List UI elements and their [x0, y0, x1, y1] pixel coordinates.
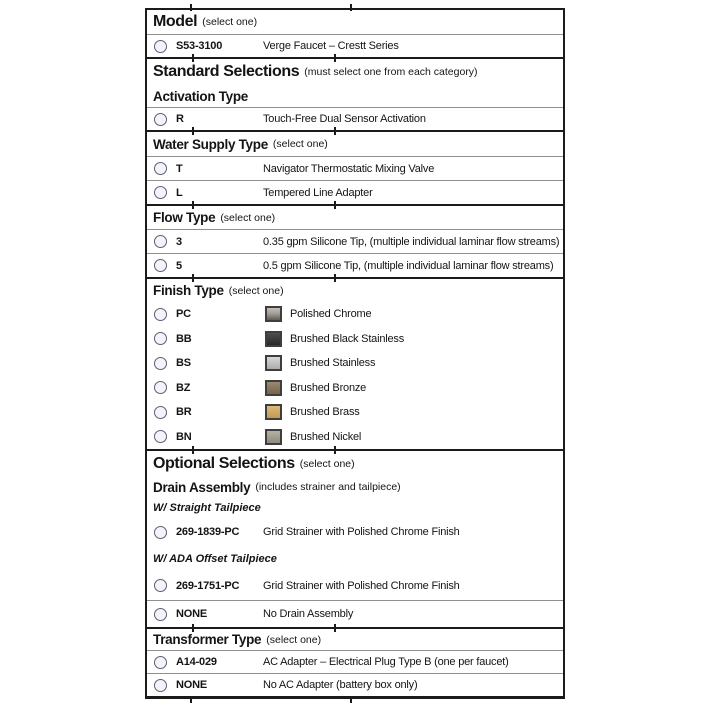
- standard-selections-header: [147, 59, 563, 85]
- optional-selections-header: [147, 451, 563, 476]
- radio-bs[interactable]: [154, 357, 167, 370]
- section-title: Model: [153, 13, 198, 30]
- option-desc: No Drain Assembly: [263, 608, 354, 620]
- option-row-s53-3100[interactable]: [147, 35, 563, 57]
- option-row-bs[interactable]: [147, 351, 563, 375]
- option-row-bz[interactable]: [147, 375, 563, 400]
- option-code: BS: [176, 357, 191, 369]
- straight-tailpiece-label: [147, 498, 563, 518]
- section-note: (select one): [272, 138, 328, 150]
- option-desc: Grid Strainer with Polished Chrome Finish: [263, 579, 460, 592]
- option-desc: Brushed Black Stainless: [290, 332, 405, 345]
- section-note: (must select one from each category): [304, 66, 478, 78]
- radio-s53-3100[interactable]: [154, 40, 167, 53]
- finish-swatch-brushed-stainless: [265, 355, 282, 371]
- option-code: T: [176, 162, 183, 175]
- transformer-type-header: [147, 629, 563, 650]
- option-code: NONE: [176, 679, 207, 691]
- option-row-bb[interactable]: [147, 326, 563, 351]
- option-row-t[interactable]: [147, 157, 563, 180]
- option-row-pc[interactable]: [147, 302, 563, 326]
- subsection-title: Activation Type: [153, 88, 249, 104]
- option-code: 269-1751-PC: [176, 579, 240, 592]
- section-note: (select one): [299, 457, 355, 470]
- option-row-5[interactable]: [147, 254, 563, 277]
- radio-269-1839-pc[interactable]: [154, 526, 167, 539]
- radio-pc[interactable]: [154, 308, 167, 321]
- section-title: Standard Selections: [153, 63, 300, 80]
- flow-type-header: [147, 206, 563, 229]
- radio-bb[interactable]: [154, 332, 167, 345]
- finish-type-header: [147, 279, 563, 302]
- section-divider: [147, 204, 563, 206]
- option-desc: Verge Faucet – Crestt Series: [263, 40, 399, 52]
- option-code: BR: [176, 406, 192, 418]
- section-title: Optional Selections: [153, 454, 295, 472]
- section-divider: [147, 627, 563, 629]
- option-desc: Brushed Brass: [290, 406, 360, 418]
- radio-t[interactable]: [154, 162, 167, 175]
- option-desc: Brushed Stainless: [290, 357, 376, 369]
- option-code: 269-1839-PC: [176, 526, 240, 538]
- option-row-br[interactable]: [147, 400, 563, 424]
- section-divider: [147, 277, 563, 279]
- model-section-header: [147, 10, 563, 34]
- section-note: (select one): [228, 284, 284, 297]
- option-code: BB: [176, 332, 192, 345]
- option-code: S53-3100: [176, 40, 223, 52]
- option-desc: No AC Adapter (battery box only): [263, 679, 418, 691]
- radio-269-1751-pc[interactable]: [154, 579, 167, 592]
- option-row-a14-029[interactable]: [147, 651, 563, 673]
- option-code: BZ: [176, 381, 191, 394]
- column-tick: [190, 4, 192, 11]
- variant-label: W/ ADA Offset Tailpiece: [153, 552, 277, 565]
- option-code: R: [176, 113, 184, 125]
- finish-swatch-brushed-black-stainless: [265, 331, 282, 347]
- option-code: 3: [176, 235, 182, 248]
- option-desc: AC Adapter – Electrical Plug Type B (one per faucet): [263, 656, 509, 668]
- option-row-none-drain[interactable]: [147, 601, 563, 627]
- variant-label: W/ Straight Tailpiece: [153, 502, 261, 514]
- subsection-title: Drain Assembly: [153, 479, 251, 495]
- column-tick: [350, 696, 352, 703]
- radio-none-drain[interactable]: [154, 608, 167, 621]
- ada-offset-tailpiece-label: [147, 546, 563, 571]
- option-code: BN: [176, 430, 192, 443]
- section-title: Flow Type: [153, 210, 216, 225]
- option-row-269-1839-pc[interactable]: [147, 518, 563, 546]
- finish-swatch-polished-chrome: [265, 306, 282, 322]
- section-note: (select one): [202, 16, 258, 28]
- radio-5[interactable]: [154, 259, 167, 272]
- section-note: (select one): [266, 633, 322, 646]
- option-row-l[interactable]: [147, 181, 563, 204]
- finish-swatch-brushed-brass: [265, 404, 282, 420]
- option-desc: Grid Strainer with Polished Chrome Finish: [263, 526, 460, 538]
- section-title: Finish Type: [153, 283, 224, 298]
- column-tick: [350, 4, 352, 11]
- radio-none-transformer[interactable]: [154, 679, 167, 692]
- option-desc: Brushed Nickel: [290, 430, 362, 443]
- section-divider: [147, 449, 563, 451]
- option-desc: Tempered Line Adapter: [263, 186, 373, 199]
- section-divider: [147, 57, 563, 59]
- radio-l[interactable]: [154, 186, 167, 199]
- option-code: L: [176, 186, 183, 199]
- option-code: PC: [176, 308, 191, 320]
- option-row-r[interactable]: [147, 108, 563, 130]
- selection-form: [145, 8, 565, 699]
- option-row-bn[interactable]: [147, 424, 563, 449]
- option-code: 5: [176, 259, 182, 272]
- option-desc: 0.35 gpm Silicone Tip, (multiple individual laminar flow streams): [263, 235, 560, 248]
- option-row-3[interactable]: [147, 230, 563, 253]
- drain-assembly-header: [147, 476, 563, 498]
- column-tick: [190, 696, 192, 703]
- finish-swatch-brushed-nickel: [265, 429, 282, 445]
- section-note: (select one): [220, 211, 276, 224]
- water-supply-header: [147, 132, 563, 156]
- section-divider: [147, 130, 563, 132]
- finish-swatch-brushed-bronze: [265, 380, 282, 396]
- radio-br[interactable]: [154, 406, 167, 419]
- section-note: (includes strainer and tailpiece): [255, 481, 401, 493]
- option-desc: Navigator Thermostatic Mixing Valve: [263, 162, 435, 175]
- section-title: Water Supply Type: [153, 136, 268, 152]
- option-row-none-transformer[interactable]: [147, 674, 563, 696]
- radio-bz[interactable]: [154, 381, 167, 394]
- option-row-269-1751-pc[interactable]: [147, 571, 563, 600]
- radio-3[interactable]: [154, 235, 167, 248]
- radio-r[interactable]: [154, 113, 167, 126]
- option-desc: Polished Chrome: [290, 308, 372, 320]
- option-code: NONE: [176, 608, 207, 620]
- activation-type-header: [147, 85, 563, 107]
- option-desc: Brushed Bronze: [290, 381, 367, 394]
- option-desc: 0.5 gpm Silicone Tip, (multiple individual laminar flow streams): [263, 259, 554, 272]
- radio-bn[interactable]: [154, 430, 167, 443]
- radio-a14-029[interactable]: [154, 656, 167, 669]
- section-title: Transformer Type: [153, 632, 262, 647]
- option-desc: Touch-Free Dual Sensor Activation: [263, 113, 426, 125]
- option-code: A14-029: [176, 656, 217, 668]
